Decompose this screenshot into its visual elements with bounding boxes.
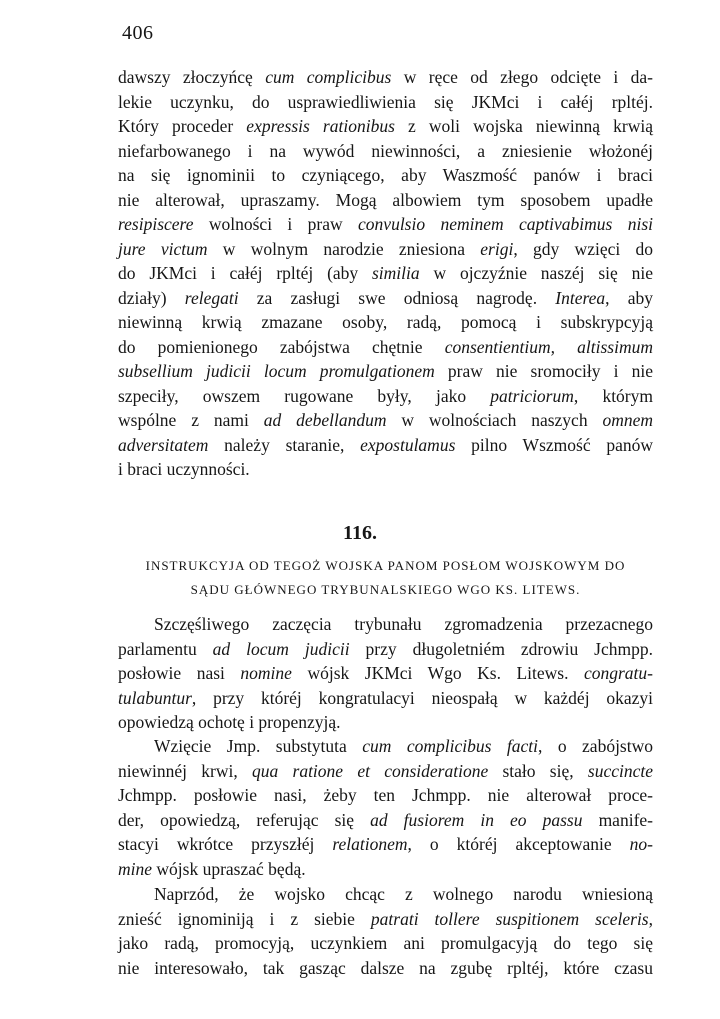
- text-segment: praw nie sromociły i nie: [434, 361, 653, 381]
- text-segment: należy staranie,: [208, 434, 361, 455]
- text-segment: i braci uczynności.: [118, 459, 250, 479]
- latin-phrase: adversitatem: [118, 434, 209, 455]
- text-segment: niefarbowanego i na wywód niewinności, a zniesienie włożonéj: [118, 140, 653, 161]
- paragraph-2: [118, 612, 653, 735]
- latin-phrase: convulsio neminem captivabimus nisi: [358, 214, 653, 234]
- text-line: [118, 832, 653, 857]
- text-segment: za zasługi swe odniosą nagrodę.: [238, 287, 556, 308]
- text-segment: der, opowiedzą, referując się: [118, 809, 371, 830]
- text-line: [118, 212, 653, 237]
- text-segment: działy): [118, 287, 185, 308]
- text-line: [118, 686, 653, 711]
- text-segment: w ojczyźnie naszéj się nie: [419, 263, 653, 283]
- text-line: [118, 759, 653, 784]
- text-line: [118, 783, 653, 808]
- text-segment: opowiedzą ochotę i propenzyją.: [118, 712, 341, 732]
- text-line: [118, 857, 653, 882]
- text-segment: ,: [648, 908, 653, 929]
- text-segment: stacyi wkrótce przyszłéj: [118, 834, 333, 854]
- section-heading-line-1: INSTRUKCYJA OD TEGOŻ WOJSKA PANOM POSŁOM WOJSKOWYM DO: [145, 558, 626, 573]
- latin-phrase: expostulamus: [360, 434, 456, 455]
- text-segment: w ręce od złego odcięte i da-: [391, 67, 653, 87]
- text-line: [118, 637, 653, 662]
- text-segment: , aby: [605, 287, 653, 308]
- latin-phrase: erigi: [480, 238, 514, 259]
- latin-phrase: relegati: [184, 287, 239, 308]
- text-segment: Wzięcie Jmp. substytuta: [154, 736, 363, 756]
- text-line: [118, 139, 653, 164]
- latin-phrase: ad fusiorem in eo passu: [370, 809, 583, 830]
- text-segment: dawszy złoczyńcę: [118, 67, 266, 87]
- text-segment: Szczęśliwego zaczęcia trybunału zgromadzenia przezacnego: [154, 614, 653, 634]
- text-line: [118, 661, 653, 686]
- latin-phrase: omnem: [602, 410, 653, 430]
- section-number: 116.: [343, 522, 377, 544]
- text-segment: Który proceder: [118, 116, 247, 136]
- text-segment: szpeciły, owszem rugowane były, jako: [118, 385, 491, 406]
- latin-phrase: ad locum judicii: [212, 638, 350, 659]
- page-number: 406: [122, 22, 154, 44]
- paragraph-1: [118, 65, 653, 482]
- text-line: [118, 734, 653, 759]
- text-line: [118, 612, 653, 637]
- text-segment: wójsk upraszać będą.: [152, 858, 306, 879]
- text-line: [118, 457, 653, 482]
- latin-phrase: tulabuntur: [118, 687, 192, 708]
- latin-phrase: succincte: [587, 760, 653, 781]
- latin-phrase: relationem: [332, 834, 408, 854]
- text-segment: nie interesowało, tak gasząc dalsze na zgubę rpltéj, które czasu: [118, 957, 653, 978]
- text-line: [118, 408, 653, 433]
- text-line: [118, 956, 653, 981]
- latin-phrase: patrati tollere suspitionem sceleris: [370, 908, 649, 929]
- latin-phrase: Interea: [555, 287, 606, 308]
- text-segment: manife-: [582, 809, 653, 830]
- latin-phrase: cum complicibus facti: [362, 736, 538, 756]
- text-segment: , gdy wzięci do: [513, 238, 654, 259]
- text-segment: lekie uczynku, do usprawiedliwienia się JKMci i całéj rpltéj.: [118, 91, 653, 112]
- text-line: [118, 114, 653, 139]
- text-segment: parlamentu: [118, 638, 213, 659]
- text-line: [118, 359, 653, 384]
- text-line: [118, 907, 653, 932]
- paragraph-3: [118, 734, 653, 881]
- text-line: [118, 65, 653, 90]
- text-line: [118, 90, 653, 115]
- text-segment: wspólne z nami: [118, 410, 264, 430]
- latin-phrase: no-: [629, 834, 653, 854]
- text-line: [118, 931, 653, 956]
- text-segment: wójsk JKMci Wgo Ks. Litews.: [291, 663, 584, 683]
- text-segment: , o zabójstwo: [537, 736, 653, 756]
- latin-phrase: mine: [118, 858, 153, 879]
- text-segment: do JKMci i całéj rpltéj (aby: [118, 263, 372, 283]
- text-segment: jako radą, promocyją, uczynkiem ani promulgacyją do tego się: [118, 933, 653, 953]
- text-line: [118, 286, 653, 311]
- text-line: [118, 710, 653, 735]
- latin-phrase: consentientium, altissimum: [444, 336, 653, 357]
- text-segment: do pomienionego zabójstwa chętnie: [118, 336, 445, 357]
- text-segment: stało się,: [488, 760, 588, 781]
- latin-phrase: similia: [372, 263, 420, 283]
- text-segment: Naprzód, że wojsko chcąc z wolnego narodu wniesioną: [154, 884, 653, 904]
- latin-phrase: patriciorum: [490, 385, 574, 406]
- text-segment: posłowie nasi: [118, 663, 241, 683]
- latin-phrase: nomine: [240, 663, 292, 683]
- text-line: [118, 808, 653, 833]
- latin-phrase: qua ratione et consideratione: [252, 760, 489, 781]
- text-segment: niewinnéj krwi,: [118, 760, 252, 781]
- latin-phrase: subsellium judicii locum promulgationem: [118, 361, 435, 381]
- text-segment: nie alterował, upraszamy. Mogą albowiem tym sposobem upadłe: [118, 189, 653, 210]
- text-line: [118, 310, 653, 335]
- latin-phrase: ad debellandum: [263, 410, 387, 430]
- latin-phrase: expressis rationibus: [246, 116, 395, 136]
- latin-phrase: jure victum: [118, 238, 208, 259]
- text-segment: wolności i praw: [193, 214, 359, 234]
- text-segment: , przy któréj kongratulacyi nieospałą w każdéj okazyi: [191, 687, 653, 708]
- text-segment: na się ignominii to czyniącego, aby Waszmość panów i braci: [118, 165, 653, 185]
- text-line: [118, 188, 653, 213]
- text-line: [118, 882, 653, 907]
- text-segment: znieść ignominiją i z siebie: [118, 908, 371, 929]
- text-segment: niewinną krwią zmazane osoby, radą, pomocą i subskrypcyją: [118, 312, 653, 332]
- latin-phrase: congratu-: [583, 663, 653, 683]
- text-segment: Jchmpp. posłowie nasi, żeby ten Jchmpp. nie alterował proce-: [118, 785, 653, 805]
- text-segment: w wolnościach naszych: [386, 410, 603, 430]
- section-heading-line-2: SĄDU GŁÓWNEGO TRYBUNALSKIEGO WGO KS. LITEWS.: [190, 582, 581, 597]
- text-line: [118, 433, 653, 458]
- text-line: [118, 237, 653, 262]
- text-line: [118, 261, 653, 286]
- text-line: [118, 163, 653, 188]
- latin-phrase: cum complicibus: [265, 67, 392, 87]
- text-segment: , o któréj akceptowanie: [407, 834, 630, 854]
- text-segment: przy długoletniém zdrowiu Jchmpp.: [349, 638, 653, 659]
- paragraph-4: [118, 882, 653, 980]
- text-line: [118, 335, 653, 360]
- text-segment: pilno Wszmość panów: [455, 434, 653, 455]
- text-segment: , którym: [573, 385, 653, 406]
- latin-phrase: resipiscere: [118, 214, 194, 234]
- text-segment: z woli wojska niewinną krwią: [394, 116, 653, 136]
- text-line: [118, 384, 653, 409]
- text-segment: w wolnym narodzie zniesiona: [207, 238, 481, 259]
